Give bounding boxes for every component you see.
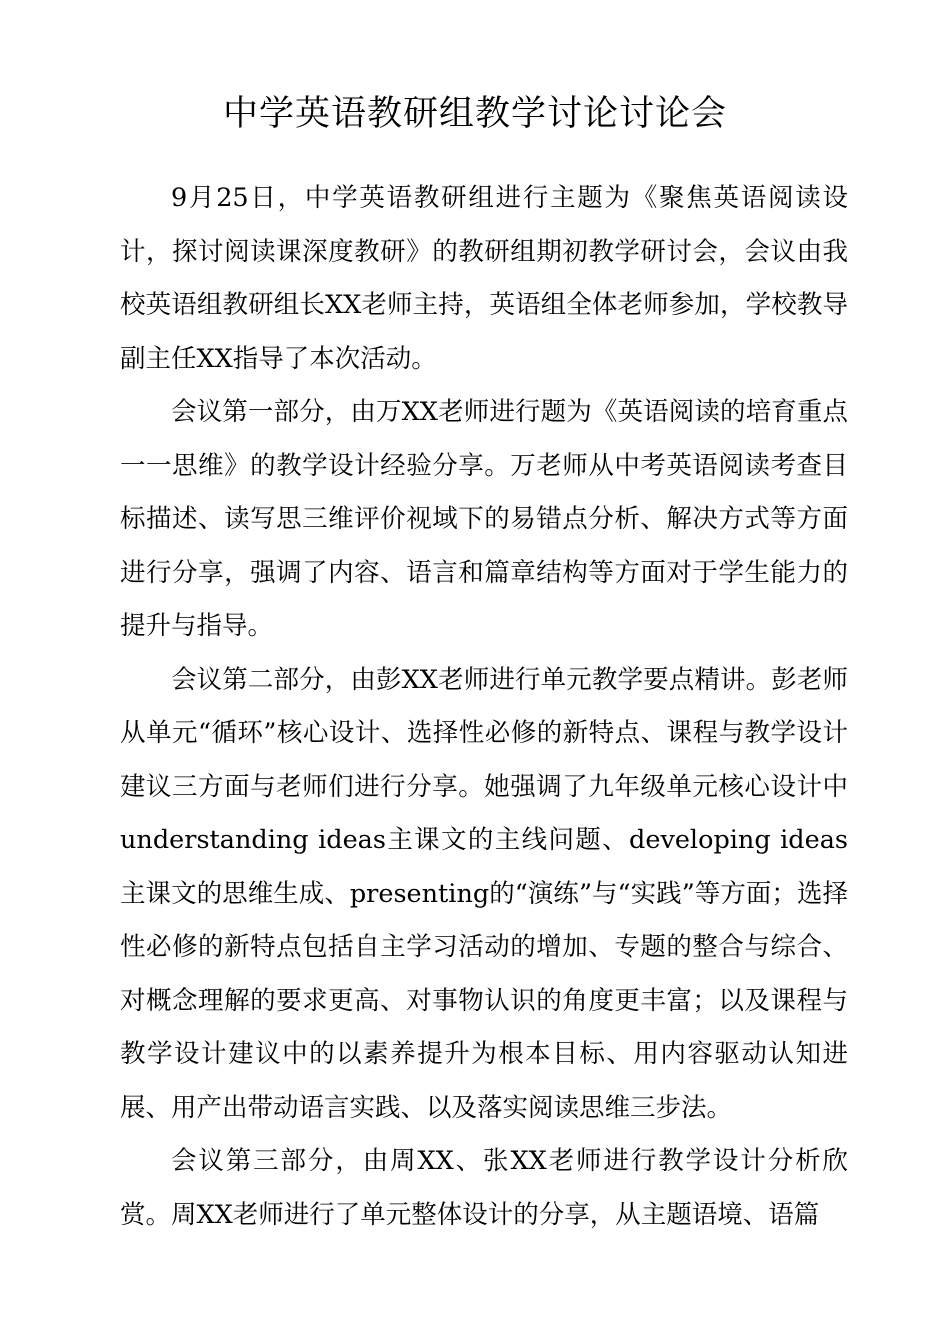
document-body [120,172,848,1242]
paragraph-4: 会议第三部分，由周XX、张XX老师进行教学设计分析欣赏。周XX老师进行了单元整体设计的分享，从主题语境、语篇 [120,1146,848,1230]
paragraph-1: 9月25日，中学英语教研组进行主题为《聚焦英语阅读设计，探讨阅读课深度教研》的教研组期初教学研讨会，会议由我校英语组教研组长XX老师主持，英语组全体老师参加，学校教导副主任XX指导了本次活动。 [120,183,848,374]
paragraph-2: 会议第一部分，由万XX老师进行题为《英语阅读的培育重点一一思维》的教学设计经验分享。万老师从中考英语阅读考查目标描述、读写思三维评价视域下的易错点分析、解决方式等方面进行分享，强调了内容、语言和篇章结构等方面对于学生能力的提升与指导。 [120,397,848,641]
document-title: 中学英语教研组教学讨论讨论会 [222,94,727,134]
paragraph-3: 会议第二部分，由彭XX老师进行单元教学要点精讲。彭老师从单元“循环”核心设计、选择性必修的新特点、课程与教学设计建议三方面与老师们进行分享。她强调了九年级单元核心设计中understanding ideas主课文的主线问题、developing ideas主课文的思维生成、presenting的“演练”与“实践”等方面；选择性必修的新特点包括自主学习活动的增加、专题的整合与综合、对概念理解的要求更高、对事物认识的角度更丰富；以及课程与教学设计建议中的以素养提升为根本目标、用内容驱动认知进展、用产出带动语言实践、以及落实阅读思维三步法。 [120,664,848,1123]
